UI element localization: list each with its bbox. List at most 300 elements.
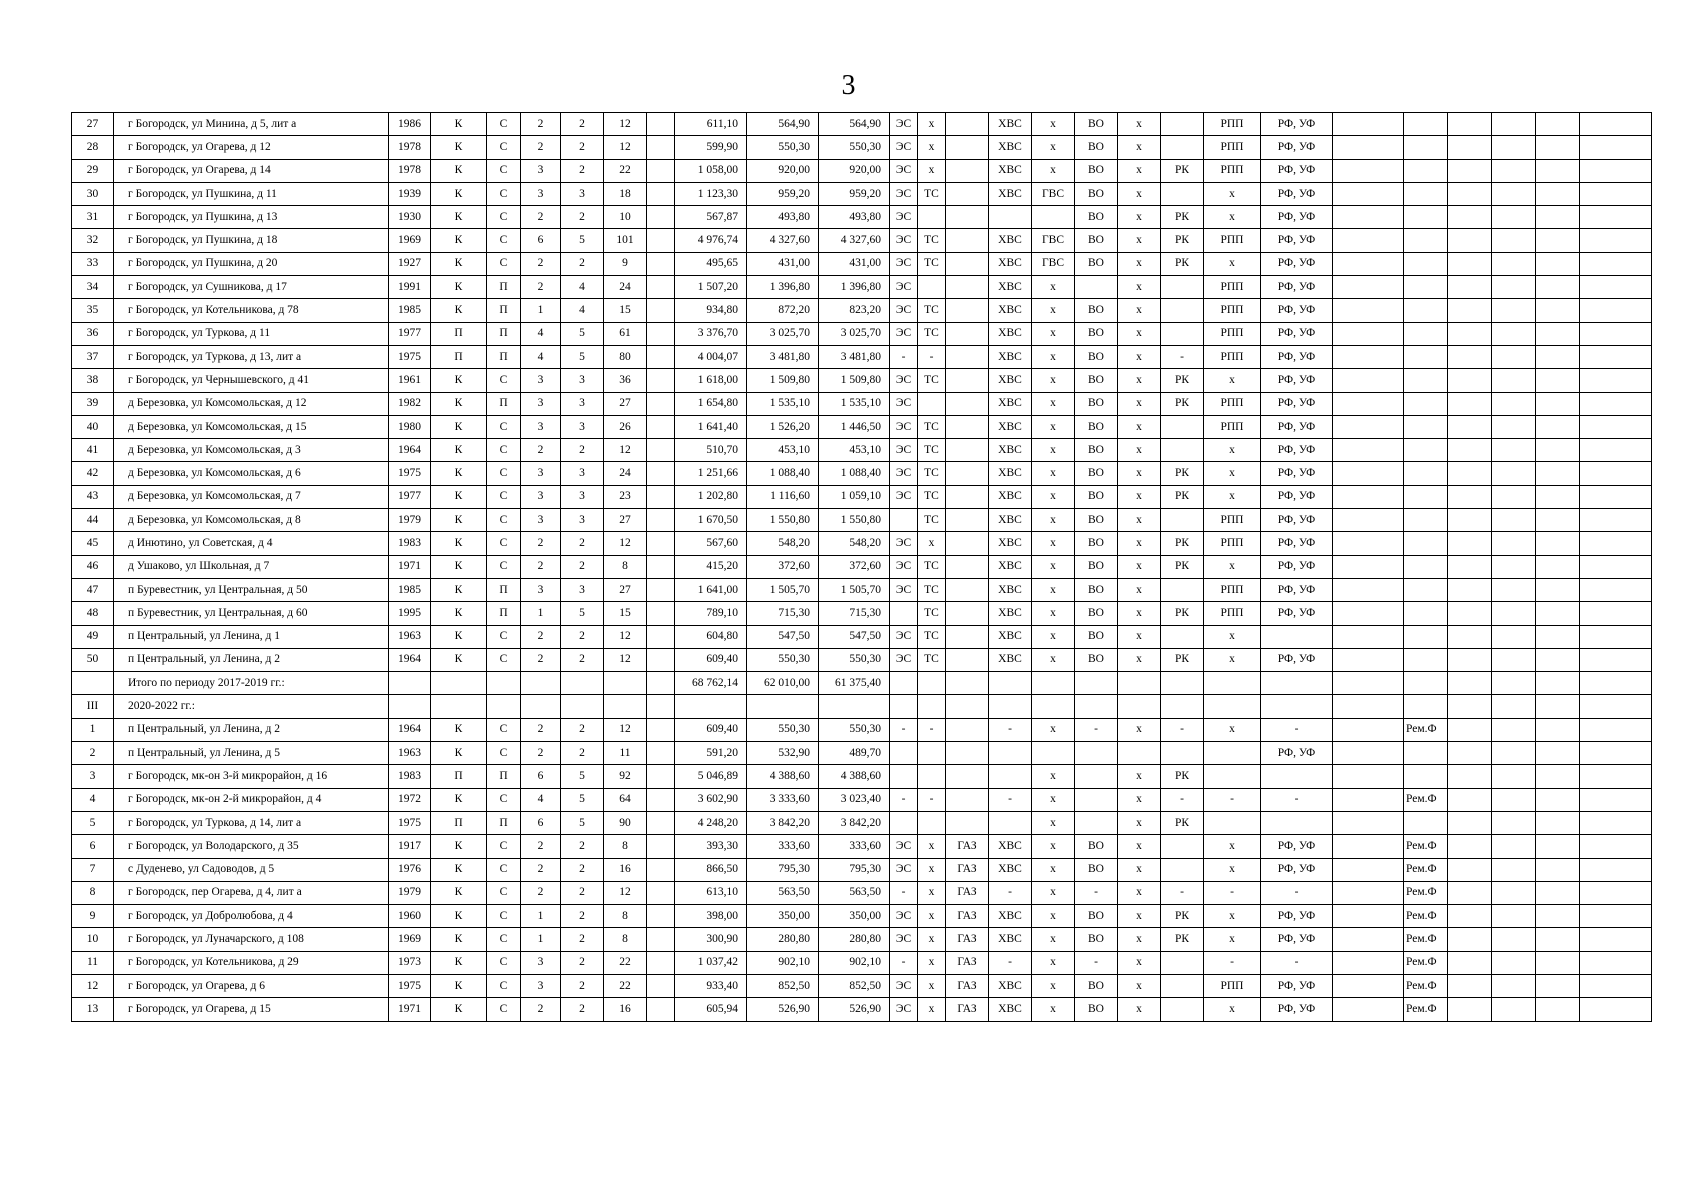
- table-cell: 4: [72, 788, 114, 811]
- table-cell: [1492, 905, 1536, 928]
- table-cell: РК: [1161, 206, 1204, 229]
- table-row: [72, 928, 1652, 951]
- table-cell: х: [1204, 252, 1261, 275]
- table-cell: 493,80: [747, 206, 819, 229]
- table-cell: РФ, УФ: [1261, 439, 1333, 462]
- table-cell: х: [918, 113, 946, 136]
- table-cell: 61: [604, 322, 647, 345]
- table-cell: [1404, 229, 1448, 252]
- table-cell: РФ, УФ: [1261, 998, 1333, 1021]
- table-cell: х: [1032, 998, 1075, 1021]
- table-cell: П: [487, 392, 521, 415]
- table-cell: 45: [72, 532, 114, 555]
- table-cell: х: [1118, 182, 1161, 205]
- table-cell: [647, 485, 675, 508]
- table-cell: 715,30: [819, 602, 890, 625]
- table-cell: [1580, 905, 1652, 928]
- table-cell: 2: [521, 252, 561, 275]
- table-cell: 27: [604, 392, 647, 415]
- table-cell: 2: [521, 742, 561, 765]
- table-cell: -: [890, 951, 918, 974]
- table-cell: ВО: [1075, 858, 1118, 881]
- table-cell: ВО: [1075, 835, 1118, 858]
- table-cell: 1963: [389, 742, 431, 765]
- table-cell: 4 976,74: [675, 229, 747, 252]
- table-cell: ВО: [1075, 578, 1118, 601]
- table-cell: 3 333,60: [747, 788, 819, 811]
- table-cell: х: [1204, 462, 1261, 485]
- table-cell: 1 550,80: [747, 509, 819, 532]
- table-cell: х: [1118, 392, 1161, 415]
- table-cell: ЭС: [890, 113, 918, 136]
- table-cell: х: [918, 835, 946, 858]
- table-cell: ХВС: [989, 532, 1032, 555]
- table-cell: 548,20: [747, 532, 819, 555]
- table-cell: [1448, 742, 1492, 765]
- table-cell: 2: [561, 742, 604, 765]
- table-cell: ВО: [1075, 905, 1118, 928]
- table-cell: [1492, 345, 1536, 368]
- table-cell: [1118, 695, 1161, 718]
- table-cell: [1161, 625, 1204, 648]
- table-cell: [389, 695, 431, 718]
- table-cell: -: [1075, 718, 1118, 741]
- table-cell: [946, 252, 989, 275]
- table-cell: 350,00: [747, 905, 819, 928]
- table-cell: [1333, 718, 1404, 741]
- table-cell: К: [431, 113, 487, 136]
- table-cell: РФ, УФ: [1261, 905, 1333, 928]
- table-cell: 526,90: [819, 998, 890, 1021]
- table-cell: [946, 532, 989, 555]
- table-cell: ХВС: [989, 439, 1032, 462]
- table-cell: 3: [561, 578, 604, 601]
- table-cell: 2: [521, 858, 561, 881]
- table-cell: РК: [1161, 648, 1204, 671]
- table-cell: 2: [561, 928, 604, 951]
- table-cell: х: [1118, 369, 1161, 392]
- table-cell: К: [431, 555, 487, 578]
- table-cell: [1580, 415, 1652, 438]
- table-cell: [1333, 858, 1404, 881]
- table-row: [72, 951, 1652, 974]
- table-cell: х: [1032, 951, 1075, 974]
- table-cell: ГАЗ: [946, 998, 989, 1021]
- table-cell: [1448, 881, 1492, 904]
- table-cell: [1333, 136, 1404, 159]
- table-cell: х: [1032, 345, 1075, 368]
- table-cell: [989, 811, 1032, 834]
- table-cell: [1448, 858, 1492, 881]
- table-cell: х: [1118, 718, 1161, 741]
- table-cell: 1 509,80: [819, 369, 890, 392]
- table-cell: [1536, 881, 1580, 904]
- table-cell: [1161, 509, 1204, 532]
- table-cell: ВО: [1075, 648, 1118, 671]
- table-cell: 18: [604, 182, 647, 205]
- table-row: [72, 905, 1652, 928]
- table-cell: [1404, 113, 1448, 136]
- table-cell: г Богородск, ул Огарева, д 6: [114, 974, 389, 997]
- table-cell: 2: [521, 555, 561, 578]
- table-cell: х: [1118, 998, 1161, 1021]
- table-cell: 1927: [389, 252, 431, 275]
- table-cell: -: [918, 345, 946, 368]
- table-cell: С: [487, 648, 521, 671]
- table-cell: [1580, 672, 1652, 695]
- table-cell: [1492, 998, 1536, 1021]
- table-cell: РК: [1161, 811, 1204, 834]
- table-cell: х: [918, 928, 946, 951]
- table-cell: К: [431, 252, 487, 275]
- table-cell: [647, 136, 675, 159]
- table-cell: 1978: [389, 136, 431, 159]
- table-cell: 2: [521, 136, 561, 159]
- table-cell: К: [431, 998, 487, 1021]
- table-cell: 431,00: [819, 252, 890, 275]
- table-cell: 40: [72, 415, 114, 438]
- table-cell: 12: [604, 625, 647, 648]
- table-cell: [72, 672, 114, 695]
- table-cell: д Березовка, ул Комсомольская, д 6: [114, 462, 389, 485]
- table-cell: 1971: [389, 998, 431, 1021]
- table-cell: [946, 136, 989, 159]
- table-cell: х: [1118, 136, 1161, 159]
- table-cell: 35: [72, 299, 114, 322]
- table-cell: г Богородск, ул Огарева, д 15: [114, 998, 389, 1021]
- table-cell: РПП: [1204, 345, 1261, 368]
- table-cell: ВО: [1075, 555, 1118, 578]
- table-row: [72, 811, 1652, 834]
- table-cell: [1333, 765, 1404, 788]
- table-cell: РК: [1161, 532, 1204, 555]
- table-cell: [1536, 299, 1580, 322]
- table-cell: [431, 695, 487, 718]
- table-cell: 280,80: [819, 928, 890, 951]
- table-cell: [1536, 532, 1580, 555]
- table-cell: [647, 602, 675, 625]
- table-cell: ТС: [918, 415, 946, 438]
- table-cell: [1580, 392, 1652, 415]
- table-cell: ЭС: [890, 392, 918, 415]
- table-cell: [1448, 276, 1492, 299]
- table-cell: х: [1032, 625, 1075, 648]
- table-cell: [1492, 509, 1536, 532]
- table-cell: х: [1118, 299, 1161, 322]
- table-cell: [946, 113, 989, 136]
- table-cell: С: [487, 462, 521, 485]
- table-cell: 493,80: [819, 206, 890, 229]
- table-cell: 1 088,40: [819, 462, 890, 485]
- table-cell: РФ, УФ: [1261, 974, 1333, 997]
- table-cell: Рем.Ф: [1404, 928, 1448, 951]
- table-cell: [1333, 974, 1404, 997]
- table-cell: [946, 788, 989, 811]
- table-cell: 1983: [389, 765, 431, 788]
- table-cell: [1448, 322, 1492, 345]
- table-cell: х: [1032, 392, 1075, 415]
- table-cell: 15: [604, 299, 647, 322]
- table-cell: 13: [72, 998, 114, 1021]
- table-cell: 27: [72, 113, 114, 136]
- table-cell: [1580, 788, 1652, 811]
- table-cell: х: [1118, 555, 1161, 578]
- table-cell: х: [1204, 555, 1261, 578]
- table-cell: П: [487, 345, 521, 368]
- table-cell: [1536, 974, 1580, 997]
- table-cell: [1492, 672, 1536, 695]
- table-cell: С: [487, 742, 521, 765]
- table-cell: Рем.Ф: [1404, 858, 1448, 881]
- table-cell: [946, 672, 989, 695]
- table-row: [72, 718, 1652, 741]
- table-cell: 2: [521, 206, 561, 229]
- table-cell: [1536, 672, 1580, 695]
- table-cell: С: [487, 159, 521, 182]
- table-cell: [1161, 578, 1204, 601]
- table-cell: [1580, 159, 1652, 182]
- table-cell: [1448, 136, 1492, 159]
- table-cell: ХВС: [989, 369, 1032, 392]
- table-cell: [1580, 369, 1652, 392]
- table-cell: ВО: [1075, 602, 1118, 625]
- table-cell: [1448, 672, 1492, 695]
- table-cell: [647, 765, 675, 788]
- table-cell: 550,30: [819, 136, 890, 159]
- table-cell: [1536, 625, 1580, 648]
- table-cell: [1536, 788, 1580, 811]
- table-cell: [1448, 811, 1492, 834]
- table-cell: 3: [561, 392, 604, 415]
- table-cell: 1969: [389, 229, 431, 252]
- table-cell: РК: [1161, 485, 1204, 508]
- table-cell: ВО: [1075, 928, 1118, 951]
- table-cell: 101: [604, 229, 647, 252]
- table-cell: 2: [561, 625, 604, 648]
- table-cell: [946, 648, 989, 671]
- table-cell: [1492, 602, 1536, 625]
- table-cell: 1 654,80: [675, 392, 747, 415]
- table-cell: [1448, 182, 1492, 205]
- table-cell: ГАЗ: [946, 974, 989, 997]
- table-cell: [1580, 229, 1652, 252]
- table-cell: ТС: [918, 602, 946, 625]
- table-cell: [647, 695, 675, 718]
- table-cell: [1492, 555, 1536, 578]
- table-cell: Рем.Ф: [1404, 718, 1448, 741]
- table-cell: х: [1118, 462, 1161, 485]
- table-cell: [1580, 695, 1652, 718]
- table-cell: [1333, 509, 1404, 532]
- table-cell: [1404, 136, 1448, 159]
- table-cell: 11: [604, 742, 647, 765]
- table-cell: [1580, 811, 1652, 834]
- table-cell: [1448, 765, 1492, 788]
- table-row: [72, 555, 1652, 578]
- table-cell: г Богородск, ул Огарева, д 12: [114, 136, 389, 159]
- table-cell: 1978: [389, 159, 431, 182]
- table-cell: 3 842,20: [747, 811, 819, 834]
- table-cell: [1580, 299, 1652, 322]
- table-cell: РПП: [1204, 415, 1261, 438]
- table-cell: [1333, 159, 1404, 182]
- table-cell: -: [890, 345, 918, 368]
- table-cell: 36: [604, 369, 647, 392]
- table-cell: [1536, 159, 1580, 182]
- table-cell: ЭС: [890, 625, 918, 648]
- table-cell: ЭС: [890, 415, 918, 438]
- table-cell: С: [487, 951, 521, 974]
- table-cell: [1492, 858, 1536, 881]
- table-cell: К: [431, 276, 487, 299]
- table-cell: [1161, 415, 1204, 438]
- table-cell: 548,20: [819, 532, 890, 555]
- table-cell: [1161, 974, 1204, 997]
- table-cell: [521, 672, 561, 695]
- table-cell: 1961: [389, 369, 431, 392]
- table-row: [72, 322, 1652, 345]
- table-cell: РФ, УФ: [1261, 742, 1333, 765]
- table-cell: 8: [604, 835, 647, 858]
- table-cell: РК: [1161, 765, 1204, 788]
- table-cell: х: [1118, 602, 1161, 625]
- table-cell: х: [1032, 835, 1075, 858]
- table-cell: 3: [521, 159, 561, 182]
- table-cell: г Богородск, ул Котельникова, д 29: [114, 951, 389, 974]
- table-cell: [647, 625, 675, 648]
- table-cell: [647, 672, 675, 695]
- table-cell: [1492, 159, 1536, 182]
- table-cell: ГАЗ: [946, 951, 989, 974]
- table-cell: С: [487, 532, 521, 555]
- table-cell: [561, 672, 604, 695]
- table-cell: [1536, 811, 1580, 834]
- table-cell: 26: [604, 415, 647, 438]
- table-cell: 1964: [389, 718, 431, 741]
- table-cell: [1204, 765, 1261, 788]
- table-cell: [1161, 136, 1204, 159]
- table-cell: ЭС: [890, 998, 918, 1021]
- table-cell: 47: [72, 578, 114, 601]
- table-cell: [1536, 928, 1580, 951]
- table-cell: С: [487, 485, 521, 508]
- table-cell: РФ, УФ: [1261, 206, 1333, 229]
- table-cell: х: [1118, 322, 1161, 345]
- table-cell: ТС: [918, 439, 946, 462]
- table-cell: 9: [72, 905, 114, 928]
- table-cell: [1448, 625, 1492, 648]
- table-cell: 3: [521, 578, 561, 601]
- table-cell: ВО: [1075, 532, 1118, 555]
- table-cell: [1333, 415, 1404, 438]
- table-cell: ЭС: [890, 648, 918, 671]
- table-cell: [1333, 672, 1404, 695]
- table-cell: [647, 928, 675, 951]
- table-cell: П: [431, 322, 487, 345]
- table-cell: 872,20: [747, 299, 819, 322]
- table-cell: [647, 322, 675, 345]
- table-cell: 431,00: [747, 252, 819, 275]
- table-cell: [1333, 578, 1404, 601]
- table-cell: [1333, 998, 1404, 1021]
- table-cell: [1492, 439, 1536, 462]
- table-cell: -: [1261, 788, 1333, 811]
- table-cell: 2: [521, 113, 561, 136]
- table-cell: 3 602,90: [675, 788, 747, 811]
- table-cell: 6: [521, 811, 561, 834]
- table-cell: [1161, 998, 1204, 1021]
- table-cell: РФ, УФ: [1261, 299, 1333, 322]
- table-cell: 1 535,10: [747, 392, 819, 415]
- table-cell: х: [1204, 206, 1261, 229]
- table-cell: х: [1118, 788, 1161, 811]
- table-cell: 6: [72, 835, 114, 858]
- table-cell: 10: [72, 928, 114, 951]
- table-row: [72, 602, 1652, 625]
- table-cell: 3 842,20: [819, 811, 890, 834]
- table-cell: 1964: [389, 648, 431, 671]
- table-cell: [1333, 602, 1404, 625]
- table-cell: ВО: [1075, 182, 1118, 205]
- table-cell: -: [1161, 345, 1204, 368]
- table-cell: х: [1032, 509, 1075, 532]
- table-cell: ЭС: [890, 462, 918, 485]
- table-cell: х: [1032, 974, 1075, 997]
- table-cell: П: [431, 765, 487, 788]
- table-cell: х: [1204, 369, 1261, 392]
- table-cell: [1333, 392, 1404, 415]
- table-cell: РПП: [1204, 322, 1261, 345]
- table-cell: [1492, 136, 1536, 159]
- table-cell: х: [1032, 415, 1075, 438]
- table-cell: п Центральный, ул Ленина, д 1: [114, 625, 389, 648]
- table-cell: ЭС: [890, 182, 918, 205]
- table-cell: С: [487, 113, 521, 136]
- table-cell: [989, 695, 1032, 718]
- table-cell: 6: [521, 765, 561, 788]
- table-cell: ВО: [1075, 462, 1118, 485]
- table-cell: [647, 369, 675, 392]
- table-row: [72, 415, 1652, 438]
- table-cell: ЭС: [890, 835, 918, 858]
- table-cell: 1 088,40: [747, 462, 819, 485]
- table-cell: 2: [521, 439, 561, 462]
- table-cell: 41: [72, 439, 114, 462]
- table-cell: С: [487, 788, 521, 811]
- table-cell: [1536, 206, 1580, 229]
- table-cell: п Буревестник, ул Центральная, д 50: [114, 578, 389, 601]
- table-cell: 2: [521, 718, 561, 741]
- table-cell: ЭС: [890, 252, 918, 275]
- table-cell: 33: [72, 252, 114, 275]
- table-cell: С: [487, 136, 521, 159]
- table-row: [72, 695, 1652, 718]
- table-cell: [1536, 742, 1580, 765]
- table-cell: [647, 998, 675, 1021]
- table-cell: [647, 276, 675, 299]
- table-cell: [1492, 229, 1536, 252]
- table-cell: ЭС: [890, 299, 918, 322]
- table-cell: [1492, 485, 1536, 508]
- table-cell: х: [1204, 905, 1261, 928]
- table-cell: 12: [604, 439, 647, 462]
- table-row: [72, 625, 1652, 648]
- table-cell: Рем.Ф: [1404, 951, 1448, 974]
- table-cell: РФ, УФ: [1261, 928, 1333, 951]
- table-cell: ХВС: [989, 485, 1032, 508]
- table-cell: [1448, 532, 1492, 555]
- table-cell: 2: [521, 276, 561, 299]
